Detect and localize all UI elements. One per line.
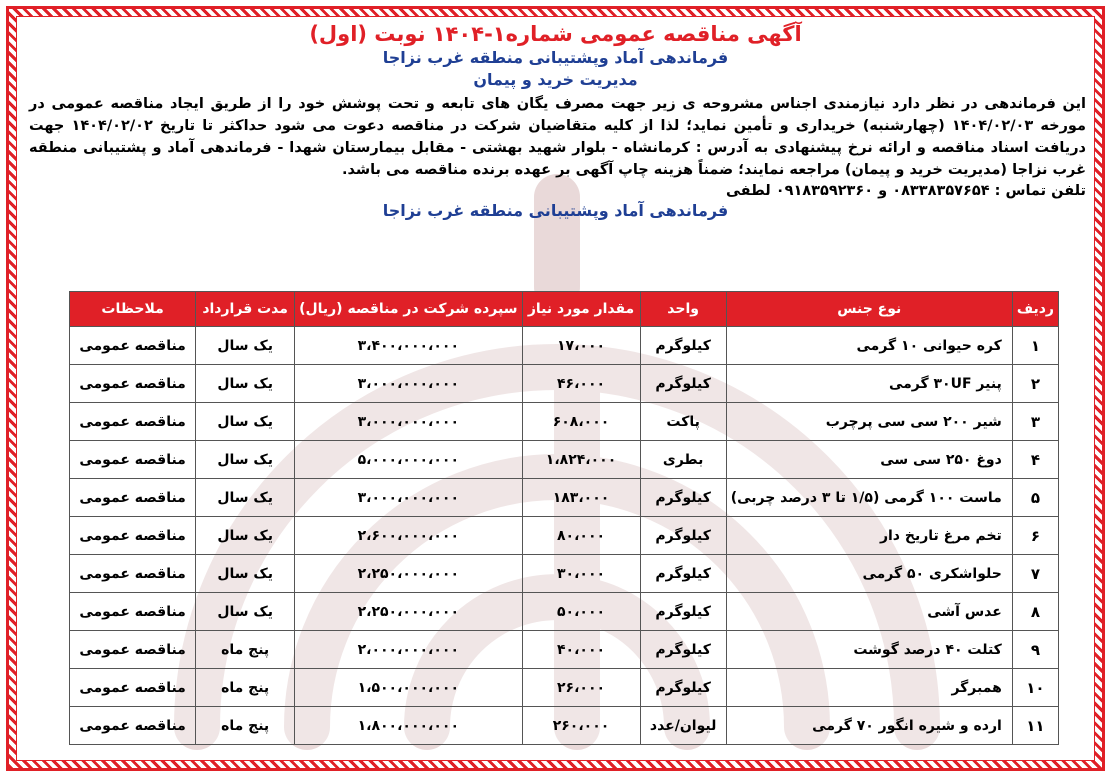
cell-contract-duration: پنج ماه xyxy=(196,707,295,745)
cell-deposit: ۳،۰۰۰،۰۰۰،۰۰۰ xyxy=(295,403,522,441)
cell-deposit: ۳،۰۰۰،۰۰۰،۰۰۰ xyxy=(295,479,522,517)
cell-row-number: ۲ xyxy=(1012,365,1058,403)
cell-remarks: مناقصه عمومی xyxy=(70,327,196,365)
cell-row-number: ۶ xyxy=(1012,517,1058,555)
table-row xyxy=(70,669,1059,707)
table-row xyxy=(70,517,1059,555)
cell-contract-duration: یک سال xyxy=(196,555,295,593)
cell-contract-duration: یک سال xyxy=(196,365,295,403)
col-header-item-type: نوع جنس xyxy=(726,292,1012,327)
contact-phone: تلفن تماس : ۰۸۳۳۸۳۵۷۶۵۴ و ۰۹۱۸۳۵۹۲۳۶۰ لطفی xyxy=(726,183,1086,199)
cell-item-type: حلواشکری ۵۰ گرمی xyxy=(726,555,1012,593)
cell-row-number: ۱۱ xyxy=(1012,707,1058,745)
cell-remarks: مناقصه عمومی xyxy=(70,593,196,631)
table-title: فرماندهی آماد وپشتیبانی منطقه غرب نزاجا xyxy=(382,201,729,220)
cell-contract-duration: یک سال xyxy=(196,517,295,555)
cell-row-number: ۴ xyxy=(1012,441,1058,479)
cell-deposit: ۲،۶۰۰،۰۰۰،۰۰۰ xyxy=(295,517,522,555)
col-header-quantity: مقدار مورد نیاز xyxy=(522,292,640,327)
cell-quantity: ۴۰،۰۰۰ xyxy=(522,631,640,669)
cell-unit: کیلوگرم xyxy=(640,555,726,593)
cell-deposit: ۳،۴۰۰،۰۰۰،۰۰۰ xyxy=(295,327,522,365)
cell-quantity: ۶۰۸،۰۰۰ xyxy=(522,403,640,441)
cell-contract-duration: یک سال xyxy=(196,441,295,479)
cell-contract-duration: یک سال xyxy=(196,479,295,517)
cell-quantity: ۲۶۰،۰۰۰ xyxy=(522,707,640,745)
cell-unit: کیلوگرم xyxy=(640,631,726,669)
cell-remarks: مناقصه عمومی xyxy=(70,707,196,745)
cell-remarks: مناقصه عمومی xyxy=(70,365,196,403)
cell-row-number: ۸ xyxy=(1012,593,1058,631)
table-row xyxy=(70,593,1059,631)
cell-row-number: ۹ xyxy=(1012,631,1058,669)
cell-unit: کیلوگرم xyxy=(640,327,726,365)
cell-row-number: ۷ xyxy=(1012,555,1058,593)
table-row xyxy=(70,631,1059,669)
department-name: مدیریت خرید و پیمان xyxy=(473,70,638,89)
cell-contract-duration: یک سال xyxy=(196,593,295,631)
table-row xyxy=(70,365,1059,403)
cell-remarks: مناقصه عمومی xyxy=(70,517,196,555)
cell-quantity: ۳۰،۰۰۰ xyxy=(522,555,640,593)
table-row xyxy=(70,479,1059,517)
cell-remarks: مناقصه عمومی xyxy=(70,669,196,707)
cell-unit: کیلوگرم xyxy=(640,365,726,403)
cell-quantity: ۱۷،۰۰۰ xyxy=(522,327,640,365)
cell-deposit: ۱،۸۰۰،۰۰۰،۰۰۰ xyxy=(295,707,522,745)
table-row xyxy=(70,403,1059,441)
cell-unit: کیلوگرم xyxy=(640,669,726,707)
cell-deposit: ۲،۲۵۰،۰۰۰،۰۰۰ xyxy=(295,593,522,631)
cell-remarks: مناقصه عمومی xyxy=(70,441,196,479)
cell-quantity: ۲۶،۰۰۰ xyxy=(522,669,640,707)
table-row xyxy=(70,555,1059,593)
cell-contract-duration: پنج ماه xyxy=(196,631,295,669)
table-row xyxy=(70,327,1059,365)
tender-description: این فرماندهی در نظر دارد نیازمندی اجناس مشروحه ی زیر جهت مصرف یگان های تابعه و تحت پوشش خود را از طریق ایجاد مناقصه عمومی در مورخه ۱۴۰۴/۰۲/۰۳ (چهارشنبه) خریداری و تأمین نماید؛ لذا از کلیه متقاضیان شرکت در مناقصه دعوت می شود حداکثر تا تاریخ ۱۴۰۴/۰۲/۰۲ جهت دریافت اسناد مناقصه و ارائه نرخ پیشنهادی به آدرس : کرمانشاه - بلوار شهید بهشتی - مقابل بیمارستان شهدا - فرماندهی آماد و پشتیبانی منطقه غرب نزاجا (مدیریت خرید و پیمان) مراجعه نمایند؛ ضمناً هزینه چاپ آگهی بر عهده برنده مناقصه می باشد. xyxy=(29,96,1086,178)
col-header-contract-duration: مدت قرارداد xyxy=(196,292,295,327)
cell-unit: کیلوگرم xyxy=(640,593,726,631)
cell-deposit: ۲،۲۵۰،۰۰۰،۰۰۰ xyxy=(295,555,522,593)
cell-contract-duration: پنج ماه xyxy=(196,669,295,707)
cell-deposit: ۵،۰۰۰،۰۰۰،۰۰۰ xyxy=(295,441,522,479)
cell-row-number: ۱۰ xyxy=(1012,669,1058,707)
cell-quantity: ۴۶،۰۰۰ xyxy=(522,365,640,403)
cell-quantity: ۵۰،۰۰۰ xyxy=(522,593,640,631)
cell-remarks: مناقصه عمومی xyxy=(70,403,196,441)
cell-row-number: ۳ xyxy=(1012,403,1058,441)
cell-row-number: ۱ xyxy=(1012,327,1058,365)
tender-title: آگهی مناقصه عمومی شماره۱-۱۴۰۴ نوبت (اول) xyxy=(309,22,802,46)
cell-contract-duration: یک سال xyxy=(196,403,295,441)
cell-quantity: ۱،۸۲۴،۰۰۰ xyxy=(522,441,640,479)
cell-deposit: ۳،۰۰۰،۰۰۰،۰۰۰ xyxy=(295,365,522,403)
cell-deposit: ۲،۰۰۰،۰۰۰،۰۰۰ xyxy=(295,631,522,669)
ad-panel xyxy=(16,16,1095,761)
cell-item-type: کتلت ۴۰ درصد گوشت xyxy=(726,631,1012,669)
cell-unit: بطری xyxy=(640,441,726,479)
cell-remarks: مناقصه عمومی xyxy=(70,479,196,517)
cell-item-type: ماست ۱۰۰ گرمی (۱/۵ تا ۳ درصد چربی) xyxy=(726,479,1012,517)
table-row xyxy=(70,707,1059,745)
cell-unit: کیلوگرم xyxy=(640,479,726,517)
table-row xyxy=(70,441,1059,479)
cell-remarks: مناقصه عمومی xyxy=(70,631,196,669)
organization-name: فرماندهی آماد وپشتیبانی منطقه غرب نزاجا xyxy=(382,48,729,67)
cell-item-type: ارده و شیره انگور ۷۰ گرمی xyxy=(726,707,1012,745)
cell-remarks: مناقصه عمومی xyxy=(70,555,196,593)
col-header-deposit: سپرده شرکت در مناقصه (ریال) xyxy=(295,292,522,327)
cell-item-type: عدس آشی xyxy=(726,593,1012,631)
cell-item-type: پنیر ۳۰UF گرمی xyxy=(726,365,1012,403)
table-header-row xyxy=(70,292,1059,327)
cell-row-number: ۵ xyxy=(1012,479,1058,517)
cell-item-type: همبرگر xyxy=(726,669,1012,707)
cell-item-type: کره حیوانی ۱۰ گرمی xyxy=(726,327,1012,365)
cell-item-type: شیر ۲۰۰ سی سی پرچرب xyxy=(726,403,1012,441)
cell-unit: پاکت xyxy=(640,403,726,441)
cell-deposit: ۱،۵۰۰،۰۰۰،۰۰۰ xyxy=(295,669,522,707)
cell-quantity: ۱۸۳،۰۰۰ xyxy=(522,479,640,517)
cell-contract-duration: یک سال xyxy=(196,327,295,365)
col-header-unit: واحد xyxy=(640,292,726,327)
cell-unit: لیوان/عدد xyxy=(640,707,726,745)
cell-unit: کیلوگرم xyxy=(640,517,726,555)
cell-item-type: تخم مرغ تاریخ دار xyxy=(726,517,1012,555)
col-header-row-number: ردیف xyxy=(1012,292,1058,327)
items-table xyxy=(69,291,1059,745)
col-header-remarks: ملاحظات xyxy=(70,292,196,327)
cell-quantity: ۸۰،۰۰۰ xyxy=(522,517,640,555)
cell-item-type: دوغ ۲۵۰ سی سی xyxy=(726,441,1012,479)
